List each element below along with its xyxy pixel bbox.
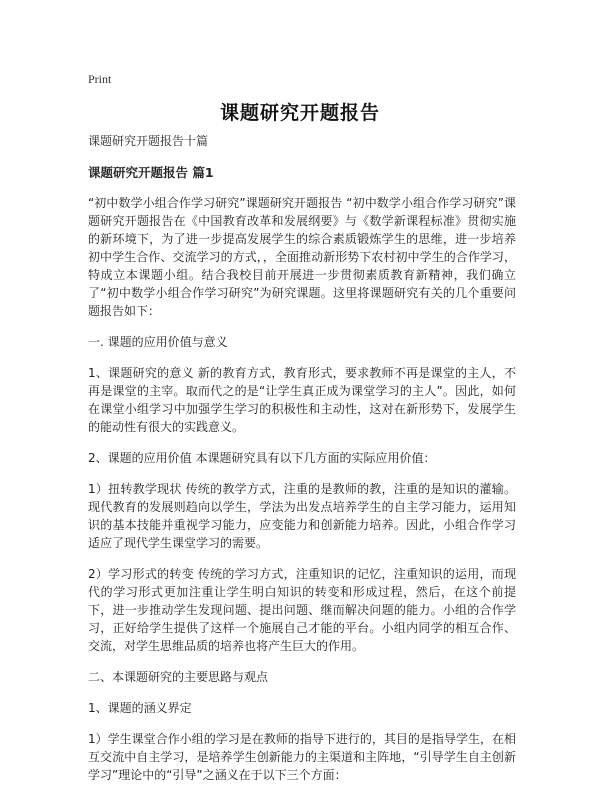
paragraph-intro: “初中数学小组合作学习研究”课题研究开题报告 “初中数学小组合作学习研究”课题研究开题报告在《中国教育改革和发展纲要》与《数学新课程标准》贯彻实施的新环境下，为了进一步提高发展学生的综合素质锻炼学生的思维，进一步培养初中学生合作、交流学习的方式，，全面推动新形势下农村初中学生的合作学习，特成立本课题小组。结合我校目前开展进一步贯彻素质教育新精神，我们确立了“初中数学小组合作学习研究”为研究课题。这里将课题研究有关的几个重要问题报告如下： — [88, 196, 516, 318]
section-heading: 课题研究开题报告 篇1 — [88, 165, 214, 180]
paragraph-significance: 1、课题研究的意义 新的教育方式，教育形式，要求教师不再是课堂的主人，不再是课堂的主宰。取而代之的是“让学生真正成为课堂学习的主人”。因此，如何在课堂小组学习中加强学生学习的积极性和主动性，这对在新形势下，发展学生的能动性有很大的实践意义。 — [88, 366, 516, 434]
print-label[interactable]: Print — [88, 72, 112, 86]
paragraph-heading-value: 一. 课题的应用价值与意义 — [88, 335, 228, 349]
paragraph-heading-ideas: 二、本课题研究的主要思路与观点 — [88, 670, 269, 684]
paragraph-learning-form: 2）学习形式的转变 传统的学习方式，注重知识的记忆，注重知识的运用，而现代的学习形式更加注重让学生明白知识的转变和形成过程，然后，在这个前提下，进一步推动学生发现问题、提出问题、继而解决问题的能力。小组的合作学习，正好给学生提供了这样一个施展自己才能的平台。小组内同学的相互合作、交流，对学生思维品质的培养也将产生巨大的作用。 — [88, 567, 516, 653]
paragraph-definition-heading: 1、课题的涵义界定 — [88, 701, 192, 715]
paragraph-application-value: 2、课题的应用价值 本课题研究具有以下几方面的实际应用价值： — [88, 451, 436, 465]
document-body — [88, 132, 516, 797]
document-title: 课题研究开题报告 — [219, 102, 380, 124]
paragraph-teaching-status: 1）扭转教学现状 传统的教学方式，注重的是教师的教，注重的是知识的灌输。现代教育的发展则趋向以学生，学法为出发点培养学生的自主学习能力，运用知识的基本技能并重视学习能力，应变能力和创新能力培养。因此，小组合作学习适应了现代学生课堂学习的需要。 — [88, 482, 516, 550]
document-subtitle: 课题研究开题报告十篇 — [88, 134, 209, 148]
paragraph-definition: 1）学生课堂合作小组的学习是在教师的指导下进行的，其目的是指导学生，在相互交流中自主学习，是培养学生创新能力的主渠道和主阵地，“引导学生自主创新学习”理论中的“引导”之涵义在于以下三个方面： — [88, 732, 516, 782]
